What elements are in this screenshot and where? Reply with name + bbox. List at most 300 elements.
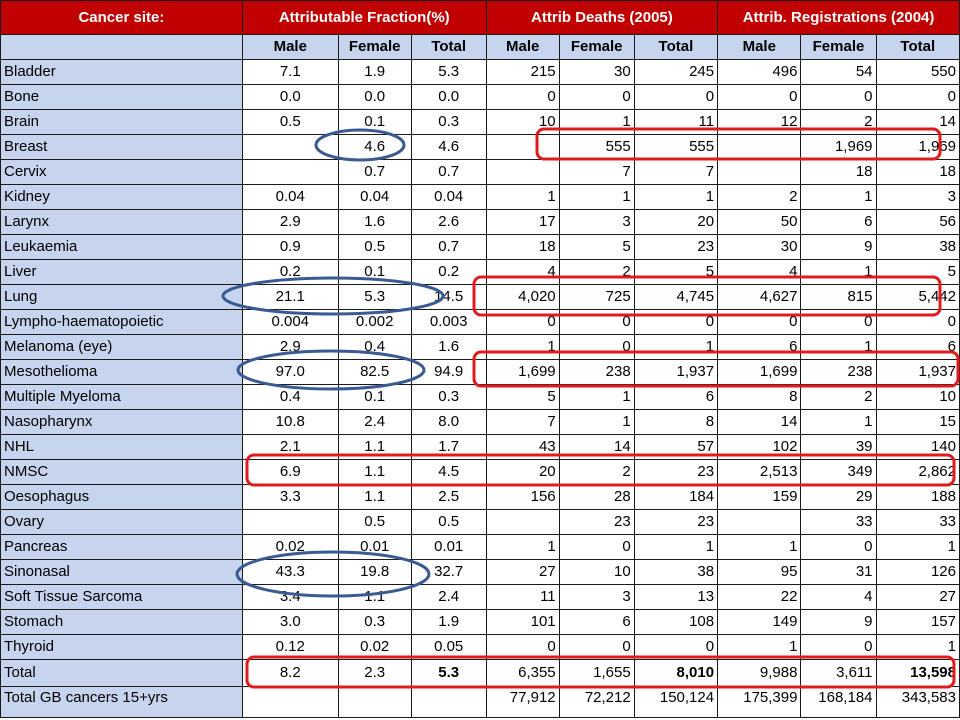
value-cell[interactable] <box>486 510 559 535</box>
table-row-soft-tissue-sarcoma <box>1 585 960 610</box>
value-cell[interactable]: 0.9 <box>242 235 338 260</box>
value-cell[interactable]: 14.5 <box>411 285 486 310</box>
value-cell[interactable]: 102 <box>718 435 801 460</box>
subheader-cell[interactable]: Total <box>411 35 486 60</box>
value-cell[interactable]: 1 <box>559 385 634 410</box>
value-cell[interactable]: 38 <box>634 560 717 585</box>
value-cell[interactable]: 1.7 <box>411 435 486 460</box>
value-cell[interactable]: 2.6 <box>411 210 486 235</box>
value-cell[interactable]: 1,969 <box>801 135 876 160</box>
value-cell[interactable]: 20 <box>634 210 717 235</box>
value-cell[interactable]: 3.3 <box>242 485 338 510</box>
value-cell[interactable]: 14 <box>718 410 801 435</box>
value-cell[interactable]: 1 <box>801 260 876 285</box>
value-cell[interactable]: 4.5 <box>411 460 486 485</box>
table-row-sinonasal <box>1 560 960 585</box>
value-cell[interactable]: 18 <box>486 235 559 260</box>
value-cell[interactable]: 5 <box>559 235 634 260</box>
value-cell[interactable]: 1 <box>486 535 559 560</box>
value-cell[interactable]: 1.6 <box>411 335 486 360</box>
value-cell[interactable] <box>486 135 559 160</box>
value-cell[interactable]: 1 <box>801 410 876 435</box>
value-cell[interactable]: 343,583 <box>876 687 959 718</box>
table-row-cervix <box>1 160 960 185</box>
value-cell[interactable]: 1.6 <box>338 210 411 235</box>
value-cell[interactable]: 157 <box>876 610 959 635</box>
value-cell[interactable]: 82.5 <box>338 360 411 385</box>
cancer-site-cell[interactable]: Multiple Myeloma <box>1 385 243 410</box>
value-cell[interactable]: 8 <box>634 410 717 435</box>
cancer-site-cell[interactable]: Stomach <box>1 610 243 635</box>
cancer-site-cell[interactable]: Breast <box>1 135 243 160</box>
value-cell[interactable]: 0.7 <box>411 160 486 185</box>
value-cell[interactable]: 97.0 <box>242 360 338 385</box>
value-cell[interactable]: 6 <box>718 335 801 360</box>
value-cell[interactable]: 1 <box>876 535 959 560</box>
value-cell[interactable]: 1 <box>718 635 801 660</box>
table-row-breast <box>1 135 960 160</box>
value-cell[interactable]: 725 <box>559 285 634 310</box>
value-cell[interactable]: 6,355 <box>486 660 559 687</box>
value-cell[interactable]: 29 <box>801 485 876 510</box>
value-cell[interactable]: 0 <box>801 535 876 560</box>
value-cell[interactable]: 0.5 <box>411 510 486 535</box>
table-row-bladder <box>1 60 960 85</box>
subheader-cell[interactable]: Male <box>242 35 338 60</box>
table-row-liver <box>1 260 960 285</box>
value-cell[interactable]: 0.1 <box>338 110 411 135</box>
value-cell[interactable]: 0.3 <box>338 610 411 635</box>
header-attrib-registrations[interactable]: Attrib. Registrations (2004) <box>718 1 960 35</box>
value-cell[interactable]: 0.5 <box>338 235 411 260</box>
value-cell[interactable]: 1.9 <box>338 60 411 85</box>
header-attributable-fraction[interactable]: Attributable Fraction(%) <box>242 1 486 35</box>
table-row-melanoma-eye <box>1 335 960 360</box>
value-cell[interactable]: 5.3 <box>411 60 486 85</box>
value-cell[interactable]: 18 <box>801 160 876 185</box>
value-cell[interactable]: 168,184 <box>801 687 876 718</box>
value-cell[interactable]: 2.9 <box>242 335 338 360</box>
value-cell[interactable]: 175,399 <box>718 687 801 718</box>
value-cell[interactable]: 2.4 <box>411 585 486 610</box>
value-cell[interactable]: 3 <box>559 210 634 235</box>
value-cell[interactable] <box>338 687 411 718</box>
value-cell[interactable]: 1.1 <box>338 435 411 460</box>
value-cell[interactable]: 0 <box>559 335 634 360</box>
cancer-site-cell[interactable]: Sinonasal <box>1 560 243 585</box>
table-row-mesothelioma <box>1 360 960 385</box>
value-cell[interactable]: 0 <box>559 535 634 560</box>
value-cell[interactable]: 555 <box>634 135 717 160</box>
value-cell[interactable]: 10 <box>559 560 634 585</box>
value-cell[interactable]: 0 <box>634 310 717 335</box>
value-cell[interactable]: 4,020 <box>486 285 559 310</box>
value-cell[interactable]: 2 <box>801 110 876 135</box>
value-cell[interactable]: 12 <box>718 110 801 135</box>
value-cell[interactable]: 0 <box>559 635 634 660</box>
value-cell[interactable]: 0.04 <box>338 185 411 210</box>
value-cell[interactable]: 6 <box>634 385 717 410</box>
value-cell[interactable] <box>718 160 801 185</box>
value-cell[interactable]: 5 <box>486 385 559 410</box>
value-cell[interactable]: 23 <box>634 235 717 260</box>
value-cell[interactable]: 238 <box>559 360 634 385</box>
value-cell[interactable]: 1 <box>486 185 559 210</box>
value-cell[interactable]: 27 <box>876 585 959 610</box>
value-cell[interactable]: 245 <box>634 60 717 85</box>
value-cell[interactable]: 0 <box>486 310 559 335</box>
value-cell[interactable]: 496 <box>718 60 801 85</box>
value-cell[interactable]: 2 <box>559 460 634 485</box>
value-cell[interactable]: 5.3 <box>411 660 486 687</box>
value-cell[interactable]: 0.2 <box>411 260 486 285</box>
value-cell[interactable]: 149 <box>718 610 801 635</box>
value-cell[interactable]: 7 <box>634 160 717 185</box>
value-cell[interactable]: 1,699 <box>486 360 559 385</box>
value-cell[interactable]: 126 <box>876 560 959 585</box>
value-cell[interactable]: 0.02 <box>242 535 338 560</box>
value-cell[interactable]: 349 <box>801 460 876 485</box>
cancer-site-cell[interactable]: Leukaemia <box>1 235 243 260</box>
table-row-kidney <box>1 185 960 210</box>
value-cell[interactable]: 0.3 <box>411 385 486 410</box>
value-cell[interactable]: 0 <box>876 310 959 335</box>
value-cell[interactable]: 77,912 <box>486 687 559 718</box>
cancer-site-cell[interactable]: Oesophagus <box>1 485 243 510</box>
value-cell[interactable]: 1,699 <box>718 360 801 385</box>
value-cell[interactable]: 0.5 <box>242 110 338 135</box>
value-cell[interactable]: 3.0 <box>242 610 338 635</box>
value-cell[interactable]: 5 <box>634 260 717 285</box>
cancer-site-cell[interactable]: Mesothelioma <box>1 360 243 385</box>
value-cell[interactable]: 57 <box>634 435 717 460</box>
cancer-site-cell[interactable]: Lung <box>1 285 243 310</box>
value-cell[interactable]: 43.3 <box>242 560 338 585</box>
table-row-lung <box>1 285 960 310</box>
value-cell[interactable]: 8.0 <box>411 410 486 435</box>
value-cell[interactable]: 0 <box>634 635 717 660</box>
cancer-site-cell[interactable]: Ovary <box>1 510 243 535</box>
header-row <box>1 1 960 35</box>
table-row-brain <box>1 110 960 135</box>
value-cell[interactable]: 150,124 <box>634 687 717 718</box>
value-cell[interactable]: 43 <box>486 435 559 460</box>
value-cell[interactable]: 1.1 <box>338 485 411 510</box>
cancer-site-cell[interactable]: Total <box>1 660 243 687</box>
value-cell[interactable]: 815 <box>801 285 876 310</box>
value-cell[interactable] <box>486 160 559 185</box>
value-cell[interactable]: 1 <box>634 185 717 210</box>
value-cell[interactable]: 94.9 <box>411 360 486 385</box>
value-cell[interactable]: 4.6 <box>338 135 411 160</box>
value-cell[interactable]: 2 <box>718 185 801 210</box>
cancer-site-cell[interactable]: Lympho-haematopoietic <box>1 310 243 335</box>
value-cell[interactable]: 1 <box>876 635 959 660</box>
subheader-blank-cell[interactable] <box>1 35 243 60</box>
value-cell[interactable]: 0.01 <box>338 535 411 560</box>
value-cell[interactable]: 0.3 <box>411 110 486 135</box>
value-cell[interactable]: 8.2 <box>242 660 338 687</box>
cancer-site-cell[interactable]: Nasopharynx <box>1 410 243 435</box>
value-cell[interactable]: 17 <box>486 210 559 235</box>
value-cell[interactable]: 4.6 <box>411 135 486 160</box>
value-cell[interactable]: 1,937 <box>634 360 717 385</box>
value-cell[interactable]: 101 <box>486 610 559 635</box>
value-cell[interactable]: 1.1 <box>338 460 411 485</box>
cancer-site-cell[interactable]: Larynx <box>1 210 243 235</box>
value-cell[interactable]: 2,862 <box>876 460 959 485</box>
value-cell[interactable]: 1 <box>718 535 801 560</box>
subheader-cell[interactable]: Total <box>876 35 959 60</box>
value-cell[interactable]: 0 <box>486 85 559 110</box>
value-cell[interactable]: 3.4 <box>242 585 338 610</box>
table-row-total <box>1 660 960 687</box>
value-cell[interactable]: 8 <box>718 385 801 410</box>
value-cell[interactable]: 188 <box>876 485 959 510</box>
value-cell[interactable]: 0 <box>801 310 876 335</box>
value-cell[interactable]: 14 <box>559 435 634 460</box>
value-cell[interactable]: 1.9 <box>411 610 486 635</box>
value-cell[interactable] <box>242 510 338 535</box>
value-cell[interactable]: 11 <box>634 110 717 135</box>
value-cell[interactable]: 7 <box>559 160 634 185</box>
cancer-site-cell[interactable]: Melanoma (eye) <box>1 335 243 360</box>
value-cell[interactable]: 0 <box>559 85 634 110</box>
value-cell[interactable]: 9,988 <box>718 660 801 687</box>
value-cell[interactable]: 0.4 <box>242 385 338 410</box>
value-cell[interactable]: 1 <box>801 185 876 210</box>
value-cell[interactable]: 0 <box>559 310 634 335</box>
value-cell[interactable]: 555 <box>559 135 634 160</box>
cancer-site-cell[interactable]: Cervix <box>1 160 243 185</box>
subheader-cell[interactable]: Female <box>801 35 876 60</box>
value-cell[interactable]: 56 <box>876 210 959 235</box>
cancer-site-cell[interactable]: Brain <box>1 110 243 135</box>
value-cell[interactable] <box>242 160 338 185</box>
value-cell[interactable]: 0.02 <box>338 635 411 660</box>
value-cell[interactable]: 2.4 <box>338 410 411 435</box>
table-row-total-gb-cancers-15-yrs <box>1 687 960 718</box>
value-cell[interactable]: 0.01 <box>411 535 486 560</box>
value-cell[interactable]: 1 <box>634 335 717 360</box>
value-cell[interactable]: 10 <box>486 110 559 135</box>
value-cell[interactable]: 10 <box>876 385 959 410</box>
value-cell[interactable]: 19.8 <box>338 560 411 585</box>
value-cell[interactable]: 2.1 <box>242 435 338 460</box>
value-cell[interactable]: 20 <box>486 460 559 485</box>
value-cell[interactable]: 1,655 <box>559 660 634 687</box>
value-cell[interactable]: 27 <box>486 560 559 585</box>
subheader-cell[interactable]: Male <box>718 35 801 60</box>
value-cell[interactable]: 0.04 <box>242 185 338 210</box>
cancer-site-cell[interactable]: Bone <box>1 85 243 110</box>
value-cell[interactable]: 1,937 <box>876 360 959 385</box>
value-cell[interactable]: 4 <box>801 585 876 610</box>
table-row-larynx <box>1 210 960 235</box>
value-cell[interactable]: 2 <box>559 260 634 285</box>
value-cell[interactable]: 0.4 <box>338 335 411 360</box>
value-cell[interactable]: 156 <box>486 485 559 510</box>
value-cell[interactable]: 0 <box>718 310 801 335</box>
value-cell[interactable]: 2.3 <box>338 660 411 687</box>
table-row-ovary <box>1 510 960 535</box>
value-cell[interactable]: 5 <box>876 260 959 285</box>
value-cell[interactable]: 7.1 <box>242 60 338 85</box>
value-cell[interactable]: 38 <box>876 235 959 260</box>
value-cell[interactable]: 72,212 <box>559 687 634 718</box>
value-cell[interactable]: 1 <box>486 335 559 360</box>
cancer-site-cell[interactable]: NHL <box>1 435 243 460</box>
subheader-cell[interactable]: Female <box>559 35 634 60</box>
header-attrib-deaths[interactable]: Attrib Deaths (2005) <box>486 1 717 35</box>
value-cell[interactable]: 28 <box>559 485 634 510</box>
value-cell[interactable]: 11 <box>486 585 559 610</box>
value-cell[interactable]: 23 <box>634 460 717 485</box>
value-cell[interactable] <box>242 687 338 718</box>
value-cell[interactable]: 2.9 <box>242 210 338 235</box>
value-cell[interactable]: 0.04 <box>411 185 486 210</box>
value-cell[interactable] <box>718 135 801 160</box>
value-cell[interactable]: 23 <box>634 510 717 535</box>
value-cell[interactable]: 1 <box>559 110 634 135</box>
value-cell[interactable]: 4 <box>718 260 801 285</box>
subheader-cell[interactable]: Total <box>634 35 717 60</box>
table-row-thyroid <box>1 635 960 660</box>
value-cell[interactable]: 0.004 <box>242 310 338 335</box>
table-row-bone <box>1 85 960 110</box>
value-cell[interactable]: 6 <box>801 210 876 235</box>
value-cell[interactable]: 3,611 <box>801 660 876 687</box>
value-cell[interactable]: 0.003 <box>411 310 486 335</box>
value-cell[interactable]: 4,745 <box>634 285 717 310</box>
value-cell[interactable]: 0.1 <box>338 385 411 410</box>
value-cell[interactable]: 159 <box>718 485 801 510</box>
value-cell[interactable] <box>411 687 486 718</box>
value-cell[interactable]: 8,010 <box>634 660 717 687</box>
table-row-nmsc <box>1 460 960 485</box>
header-cancer-site[interactable]: Cancer site: <box>1 1 243 35</box>
value-cell[interactable]: 22 <box>718 585 801 610</box>
value-cell[interactable]: 5.3 <box>338 285 411 310</box>
value-cell[interactable]: 0 <box>486 635 559 660</box>
value-cell[interactable]: 1 <box>634 535 717 560</box>
value-cell[interactable]: 31 <box>801 560 876 585</box>
value-cell[interactable] <box>242 135 338 160</box>
value-cell[interactable]: 23 <box>559 510 634 535</box>
value-cell[interactable]: 140 <box>876 435 959 460</box>
value-cell[interactable]: 108 <box>634 610 717 635</box>
value-cell[interactable] <box>718 510 801 535</box>
value-cell[interactable]: 1 <box>559 185 634 210</box>
cancer-site-cell[interactable]: Thyroid <box>1 635 243 660</box>
value-cell[interactable]: 0.7 <box>338 160 411 185</box>
cancer-site-cell[interactable]: Soft Tissue Sarcoma <box>1 585 243 610</box>
value-cell[interactable]: 9 <box>801 610 876 635</box>
value-cell[interactable]: 0.002 <box>338 310 411 335</box>
value-cell[interactable]: 3 <box>559 585 634 610</box>
value-cell[interactable]: 14 <box>876 110 959 135</box>
value-cell[interactable]: 215 <box>486 60 559 85</box>
table-row-nasopharynx <box>1 410 960 435</box>
value-cell[interactable]: 0.0 <box>338 85 411 110</box>
value-cell[interactable]: 4,627 <box>718 285 801 310</box>
table-row-oesophagus <box>1 485 960 510</box>
value-cell[interactable]: 0.0 <box>411 85 486 110</box>
value-cell[interactable]: 2.5 <box>411 485 486 510</box>
value-cell[interactable]: 3 <box>876 185 959 210</box>
value-cell[interactable]: 2 <box>801 385 876 410</box>
value-cell[interactable]: 30 <box>559 60 634 85</box>
cancer-site-cell[interactable]: NMSC <box>1 460 243 485</box>
value-cell[interactable]: 4 <box>486 260 559 285</box>
value-cell[interactable]: 0 <box>876 85 959 110</box>
table-row-multiple-myeloma <box>1 385 960 410</box>
value-cell[interactable]: 1.1 <box>338 585 411 610</box>
value-cell[interactable]: 10.8 <box>242 410 338 435</box>
value-cell[interactable]: 95 <box>718 560 801 585</box>
value-cell[interactable]: 0.7 <box>411 235 486 260</box>
value-cell[interactable]: 0 <box>634 85 717 110</box>
table-row-stomach <box>1 610 960 635</box>
value-cell[interactable]: 184 <box>634 485 717 510</box>
table-row-leukaemia <box>1 235 960 260</box>
value-cell[interactable]: 33 <box>876 510 959 535</box>
value-cell[interactable]: 0 <box>718 85 801 110</box>
cancer-site-cell[interactable]: Liver <box>1 260 243 285</box>
subheader-cell[interactable]: Female <box>338 35 411 60</box>
value-cell[interactable]: 0.05 <box>411 635 486 660</box>
value-cell[interactable]: 1 <box>801 335 876 360</box>
value-cell[interactable]: 33 <box>801 510 876 535</box>
value-cell[interactable]: 238 <box>801 360 876 385</box>
value-cell[interactable]: 0 <box>801 635 876 660</box>
value-cell[interactable]: 2,513 <box>718 460 801 485</box>
value-cell[interactable]: 30 <box>718 235 801 260</box>
value-cell[interactable]: 0.0 <box>242 85 338 110</box>
value-cell[interactable]: 32.7 <box>411 560 486 585</box>
cancer-site-cell[interactable]: Bladder <box>1 60 243 85</box>
value-cell[interactable]: 6 <box>876 335 959 360</box>
value-cell[interactable]: 13 <box>634 585 717 610</box>
value-cell[interactable]: 13,598 <box>876 660 959 687</box>
value-cell[interactable]: 15 <box>876 410 959 435</box>
value-cell[interactable]: 0 <box>801 85 876 110</box>
value-cell[interactable]: 18 <box>876 160 959 185</box>
value-cell[interactable]: 0.5 <box>338 510 411 535</box>
cancer-site-cell[interactable]: Pancreas <box>1 535 243 560</box>
value-cell[interactable]: 0.1 <box>338 260 411 285</box>
value-cell[interactable]: 1 <box>559 410 634 435</box>
value-cell[interactable]: 0.2 <box>242 260 338 285</box>
value-cell[interactable]: 50 <box>718 210 801 235</box>
value-cell[interactable]: 39 <box>801 435 876 460</box>
value-cell[interactable]: 7 <box>486 410 559 435</box>
subheader-row <box>1 35 960 60</box>
value-cell[interactable]: 6 <box>559 610 634 635</box>
value-cell[interactable]: 1,969 <box>876 135 959 160</box>
value-cell[interactable]: 550 <box>876 60 959 85</box>
subheader-cell[interactable]: Male <box>486 35 559 60</box>
table-row-nhl <box>1 435 960 460</box>
value-cell[interactable]: 6.9 <box>242 460 338 485</box>
cancer-site-cell[interactable]: Total GB cancers 15+yrs <box>1 687 243 718</box>
value-cell[interactable]: 9 <box>801 235 876 260</box>
value-cell[interactable]: 5,442 <box>876 285 959 310</box>
value-cell[interactable]: 0.12 <box>242 635 338 660</box>
cancer-site-cell[interactable]: Kidney <box>1 185 243 210</box>
value-cell[interactable]: 54 <box>801 60 876 85</box>
value-cell[interactable]: 21.1 <box>242 285 338 310</box>
